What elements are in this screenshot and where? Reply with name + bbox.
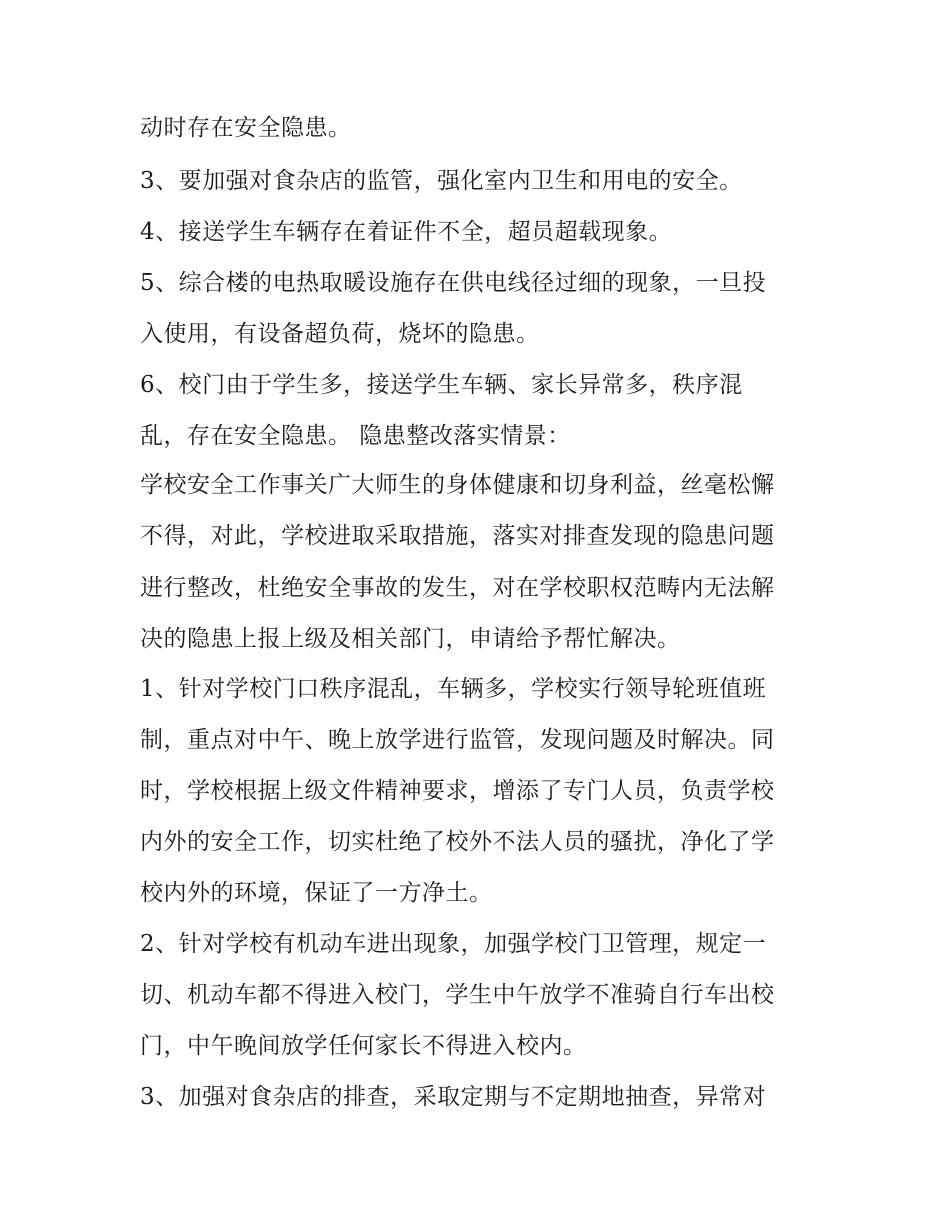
text-line: 切、机动车都不得进入校门，学生中午放学不准骑自行车出校 — [140, 982, 775, 1008]
text-line: 动时存在安全隐患。 — [140, 115, 352, 141]
text-line: 门，中午晚间放学任何家长不得进入校内。 — [140, 1033, 587, 1059]
text-line: 入使用，有设备超负荷，烧坏的隐患。 — [140, 321, 540, 347]
text-line: 2、针对学校有机动车进出现象，加强学校门卫管理，规定一 — [140, 931, 767, 957]
text-line: 时，学校根据上级文件精神要求，增添了专门人员，负责学校 — [140, 778, 775, 804]
text-line: 制，重点对中午、晚上放学进行监管，发现问题及时解决。同 — [140, 727, 775, 753]
text-line: 乱，存在安全隐患。 隐患整改落实情景： — [140, 423, 571, 449]
text-line: 1、针对学校门口秩序混乱，车辆多，学校实行领导轮班值班 — [140, 676, 767, 702]
text-line: 决的隐患上报上级及相关部门，申请给予帮忙解决。 — [140, 626, 681, 652]
text-line: 学校安全工作事关广大师生的身体健康和切身利益，丝毫松懈 — [140, 472, 775, 498]
text-line: 进行整改，杜绝安全事故的发生，对在学校职权范畴内无法解 — [140, 575, 775, 601]
text-line: 3、加强对食杂店的排查，采取定期与不定期地抽查，异常对 — [140, 1084, 767, 1110]
text-line: 4、接送学生车辆存在着证件不全，超员超载现象。 — [140, 219, 673, 245]
text-line: 5、综合楼的电热取暖设施存在供电线径过细的现象，一旦投 — [140, 270, 767, 296]
text-line: 6、校门由于学生多，接送学生车辆、家长异常多，秩序混 — [140, 372, 743, 398]
text-line: 校内外的环境，保证了一方净土。 — [140, 880, 493, 906]
text-line: 3、要加强对食杂店的监管，强化室内卫生和用电的安全。 — [140, 168, 743, 194]
text-line: 内外的安全工作，切实杜绝了校外不法人员的骚扰，净化了学 — [140, 829, 775, 855]
text-line: 不得，对此，学校进取采取措施，落实对排查发现的隐患问题 — [140, 523, 775, 549]
